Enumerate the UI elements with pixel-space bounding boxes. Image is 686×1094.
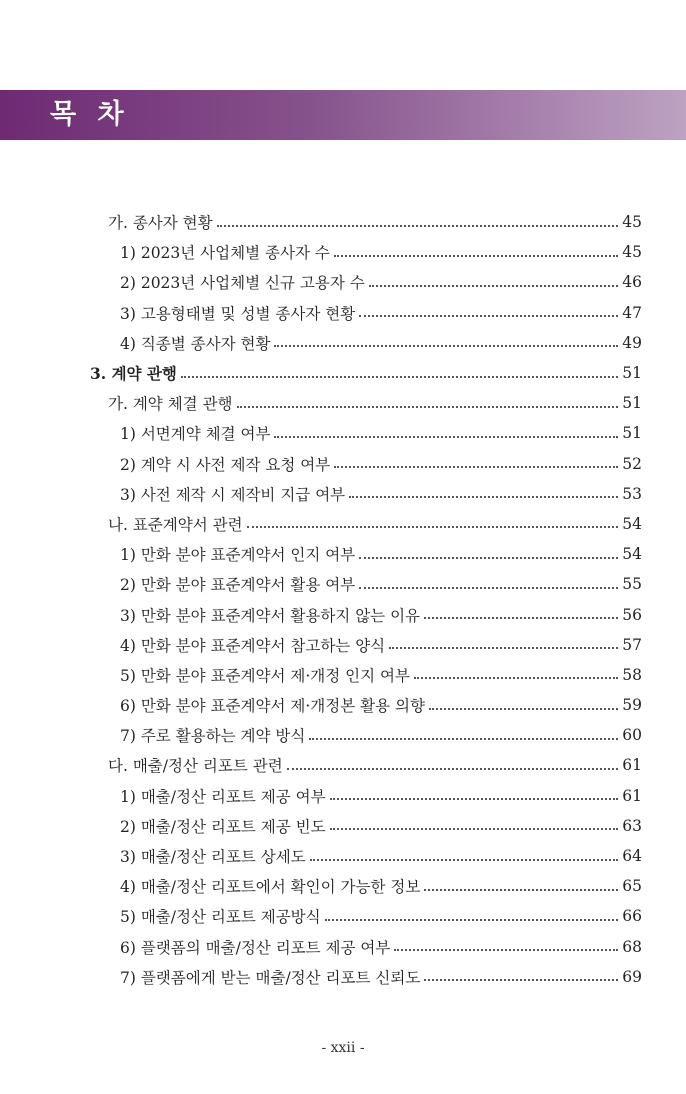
toc-dot-leader [309, 737, 618, 740]
toc-entry-page: 59 [622, 696, 642, 715]
toc-entry-label: 3) 만화 분야 표준계약서 활용하지 않는 이유 [120, 606, 421, 625]
toc-entry[interactable] [0, 630, 686, 660]
toc-entry-label: 6) 플랫폼의 매출/정산 리포트 제공 여부 [120, 938, 391, 957]
toc-entry[interactable] [0, 207, 686, 237]
toc-dot-leader [310, 858, 619, 861]
table-of-contents [0, 207, 686, 992]
toc-entry-label: 4) 매출/정산 리포트에서 확인이 가능한 정보 [120, 878, 421, 897]
toc-dot-leader [394, 948, 618, 951]
toc-entry[interactable] [0, 841, 686, 871]
toc-entry-page: 52 [622, 454, 642, 473]
toc-entry[interactable] [0, 660, 686, 690]
toc-entry[interactable] [0, 811, 686, 841]
toc-entry-label: 2) 2023년 사업체별 신규 고용자 수 [120, 274, 365, 293]
toc-entry[interactable] [0, 901, 686, 931]
toc-dot-leader [247, 525, 619, 528]
section-header-bar [0, 90, 686, 140]
toc-dot-leader [429, 707, 618, 710]
toc-entry-page: 49 [622, 333, 642, 352]
toc-entry-label: 2) 계약 시 사전 제작 요청 여부 [120, 455, 331, 474]
toc-entry-page: 65 [622, 877, 642, 896]
toc-entry[interactable] [0, 449, 686, 479]
toc-entry[interactable] [0, 298, 686, 328]
toc-entry-page: 55 [622, 575, 642, 594]
toc-dot-leader [359, 314, 618, 317]
toc-dot-leader [330, 827, 619, 830]
toc-dot-leader [424, 616, 618, 619]
toc-dot-leader [274, 344, 618, 347]
toc-entry[interactable] [0, 267, 686, 297]
toc-entry-page: 45 [622, 243, 642, 262]
toc-entry-label: 5) 만화 분야 표준계약서 제·개정 인지 여부 [120, 666, 410, 685]
toc-entry-page: 46 [622, 273, 642, 292]
toc-entry[interactable] [0, 388, 686, 418]
toc-entry-label: 3) 고용형태별 및 성별 종사자 현황 [120, 304, 356, 323]
toc-entry-page: 51 [622, 424, 642, 443]
toc-entry-page: 53 [622, 484, 642, 503]
toc-entry[interactable] [0, 539, 686, 569]
toc-entry-label: 2) 매출/정산 리포트 제공 빈도 [120, 817, 326, 836]
toc-entry[interactable] [0, 569, 686, 599]
toc-entry[interactable] [0, 690, 686, 720]
toc-entry-label: 2) 만화 분야 표준계약서 활용 여부 [120, 576, 356, 595]
toc-entry-label: 3. 계약 관행 [90, 364, 177, 384]
toc-entry[interactable] [0, 328, 686, 358]
toc-entry[interactable] [0, 781, 686, 811]
toc-entry-page: 66 [622, 907, 642, 926]
toc-entry-label: 다. 매출/정산 리포트 관련 [108, 757, 283, 776]
toc-dot-leader [274, 435, 618, 438]
toc-entry[interactable] [0, 720, 686, 750]
toc-entry[interactable] [0, 599, 686, 629]
toc-entry-page: 54 [622, 545, 642, 564]
toc-entry-page: 51 [622, 364, 642, 383]
toc-entry[interactable] [0, 962, 686, 992]
section-title: 목 차 [50, 99, 130, 130]
toc-entry-label: 1) 2023년 사업체별 종사자 수 [120, 244, 330, 263]
toc-entry-label: 나. 표준계약서 관련 [108, 515, 243, 534]
toc-entry-label: 3) 사전 제작 시 제작비 지급 여부 [120, 485, 346, 504]
toc-entry-page: 58 [622, 665, 642, 684]
toc-entry-label: 가. 종사자 현황 [108, 214, 213, 233]
toc-dot-leader [424, 978, 618, 981]
toc-entry-label: 5) 매출/정산 리포트 제공방식 [120, 908, 321, 927]
toc-entry-page: 60 [622, 726, 642, 745]
toc-entry-label: 7) 주로 활용하는 계약 방식 [120, 727, 306, 746]
toc-entry-page: 56 [622, 605, 642, 624]
page-number: - xxii - [321, 1040, 365, 1056]
toc-dot-leader [287, 767, 619, 770]
toc-dot-leader [181, 375, 618, 378]
toc-dot-leader [424, 888, 618, 891]
toc-entry-label: 6) 만화 분야 표준계약서 제·개정본 활용 의향 [120, 697, 425, 716]
toc-entry[interactable] [0, 418, 686, 448]
toc-entry-label: 1) 매출/정산 리포트 제공 여부 [120, 787, 326, 806]
toc-entry-label: 1) 서면계약 체결 여부 [120, 425, 271, 444]
toc-dot-leader [349, 495, 618, 498]
toc-entry[interactable] [0, 932, 686, 962]
toc-entry[interactable] [0, 237, 686, 267]
toc-entry-label: 3) 매출/정산 리포트 상세도 [120, 848, 306, 867]
toc-entry-page: 69 [622, 967, 642, 986]
toc-entry[interactable] [0, 509, 686, 539]
toc-dot-leader [389, 646, 618, 649]
toc-entry-label: 4) 직종별 종사자 현황 [120, 334, 271, 353]
toc-entry[interactable] [0, 750, 686, 780]
toc-dot-leader [414, 676, 618, 679]
toc-entry-label: 가. 계약 체결 관행 [108, 395, 233, 414]
toc-entry-page: 54 [622, 514, 642, 533]
toc-entry-page: 61 [622, 786, 642, 805]
toc-dot-leader [359, 586, 618, 589]
toc-dot-leader [334, 254, 618, 257]
toc-entry[interactable] [0, 479, 686, 509]
toc-dot-leader [369, 284, 619, 287]
toc-entry-label: 7) 플랫폼에게 받는 매출/정산 리포트 신뢰도 [120, 968, 421, 987]
toc-entry-page: 47 [622, 303, 642, 322]
toc-entry-page: 57 [622, 635, 642, 654]
toc-entry[interactable] [0, 871, 686, 901]
toc-entry-label: 4) 만화 분야 표준계약서 참고하는 양식 [120, 636, 386, 655]
toc-dot-leader [325, 918, 619, 921]
toc-entry-page: 68 [622, 937, 642, 956]
toc-entry-page: 45 [622, 213, 642, 232]
toc-dot-leader [217, 224, 619, 227]
toc-entry-label: 1) 만화 분야 표준계약서 인지 여부 [120, 546, 356, 565]
toc-entry-page: 64 [622, 847, 642, 866]
toc-dot-leader [359, 556, 618, 559]
toc-entry[interactable] [0, 358, 686, 388]
toc-dot-leader [237, 405, 619, 408]
toc-entry-page: 61 [622, 756, 642, 775]
toc-dot-leader [330, 797, 619, 800]
toc-entry-page: 51 [622, 394, 642, 413]
toc-entry-page: 63 [622, 816, 642, 835]
toc-dot-leader [334, 465, 618, 468]
